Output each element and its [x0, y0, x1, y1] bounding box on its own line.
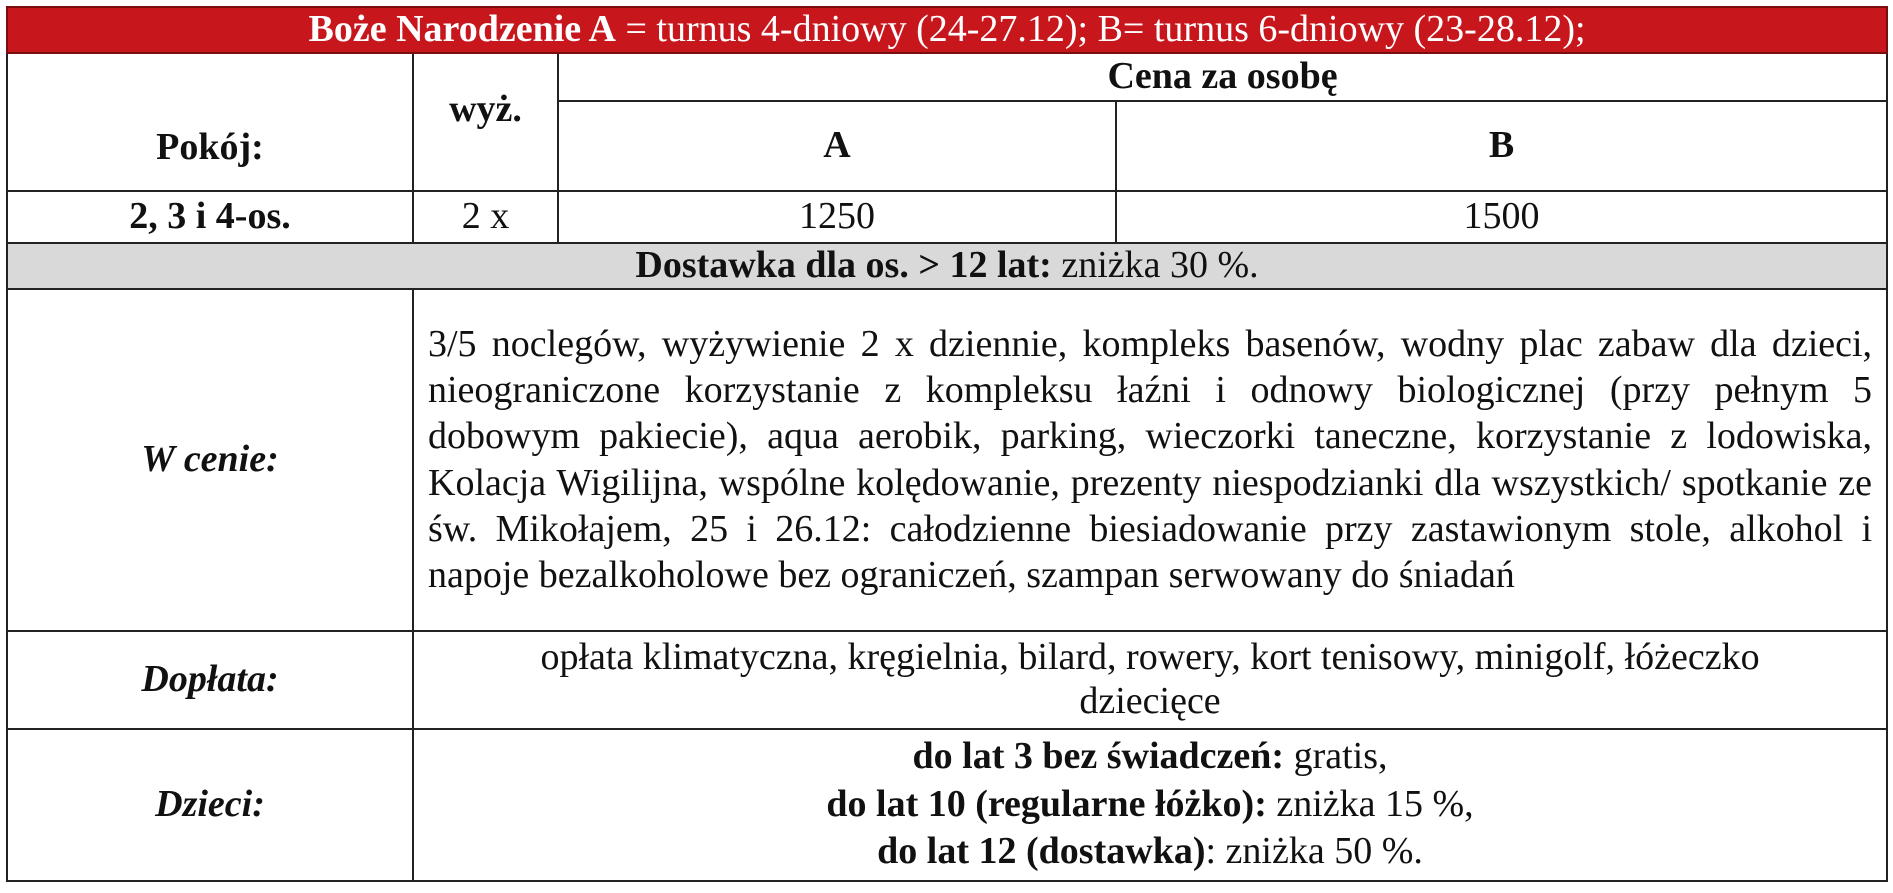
children-row [7, 729, 1887, 881]
extra-bed-value: zniżka 30 %. [1051, 243, 1259, 286]
children-line-bold: do lat 12 (dostawka) [877, 830, 1206, 873]
meals-header [413, 53, 558, 191]
price-row [7, 191, 1887, 243]
children-line-bold: do lat 10 (regularne łóżko): [826, 782, 1267, 825]
children-label: Dzieci: [7, 729, 413, 881]
extra-bed-row [7, 243, 1887, 289]
price-per-person-label: Cena za osobę [1107, 54, 1338, 97]
extra-bed-cell [7, 243, 1887, 289]
children-line-rest: : zniżka 50 %. [1205, 830, 1423, 873]
included-row [7, 289, 1887, 631]
children-line-bold: do lat 3 bez świadczeń: [912, 735, 1285, 778]
offer-table-wrapper [6, 6, 1886, 882]
children-line-under-12 [428, 828, 1872, 876]
meals-header-label: wyż. [449, 87, 522, 130]
room-header-label: Pokój: [156, 126, 264, 168]
offer-title-rest: = turnus 4-dniowy (24-27.12); B= turnus 6-dniowy (23-28.12); [615, 8, 1586, 50]
children-discounts [413, 729, 1887, 881]
surcharge-text: opłata klimatyczna, kręgielnia, bilard, rowery, kort tenisowy, minigolf, łóżeczko dziecięce [413, 631, 1887, 729]
header-row-1 [7, 53, 1887, 101]
price-per-person-header [558, 53, 1887, 101]
included-text: 3/5 noclegów, wyżywienie 2 x dziennie, kompleks basenów, wodny plac zabaw dla dzieci, nieograniczone korzystanie z kompleksu łaźni i odnowy biologicznej (przy pełnym 5 dobowym pakiecie), aqua aerobik, parking, wieczorki taneczne, korzystanie z lodowiska, Kolacja Wigilijna, wspólne kolędowanie, prezenty niespodzianki dla wszystkich/ spotkanie ze św. Mikołajem, 25 i 26.12: całodzienne biesiadowanie przy zastawionym stole, alkohol i napoje bezalkoholowe bez ograniczeń, szampan serwowany do śniadań [413, 289, 1887, 631]
children-line-under-10 [428, 781, 1872, 829]
surcharge-label: Dopłata: [7, 631, 413, 729]
children-line-under-3 [428, 733, 1872, 781]
offer-title [7, 7, 1887, 53]
column-a-header: A [558, 101, 1116, 191]
christmas-offer-table [6, 6, 1888, 882]
surcharge-row [7, 631, 1887, 729]
included-label: W cenie: [7, 289, 413, 631]
children-line-rest: gratis, [1284, 735, 1388, 778]
room-header [7, 53, 413, 191]
offer-title-bold: Boże Narodzenie A [308, 8, 616, 50]
meals-count: 2 x [413, 191, 558, 243]
price-a: 1250 [558, 191, 1116, 243]
column-b-header: B [1116, 101, 1887, 191]
room-type: 2, 3 i 4-os. [7, 191, 413, 243]
children-line-rest: zniżka 15 %, [1266, 782, 1474, 825]
price-b: 1500 [1116, 191, 1887, 243]
title-row [7, 7, 1887, 53]
extra-bed-label: Dostawka dla os. > 12 lat: [635, 243, 1052, 286]
